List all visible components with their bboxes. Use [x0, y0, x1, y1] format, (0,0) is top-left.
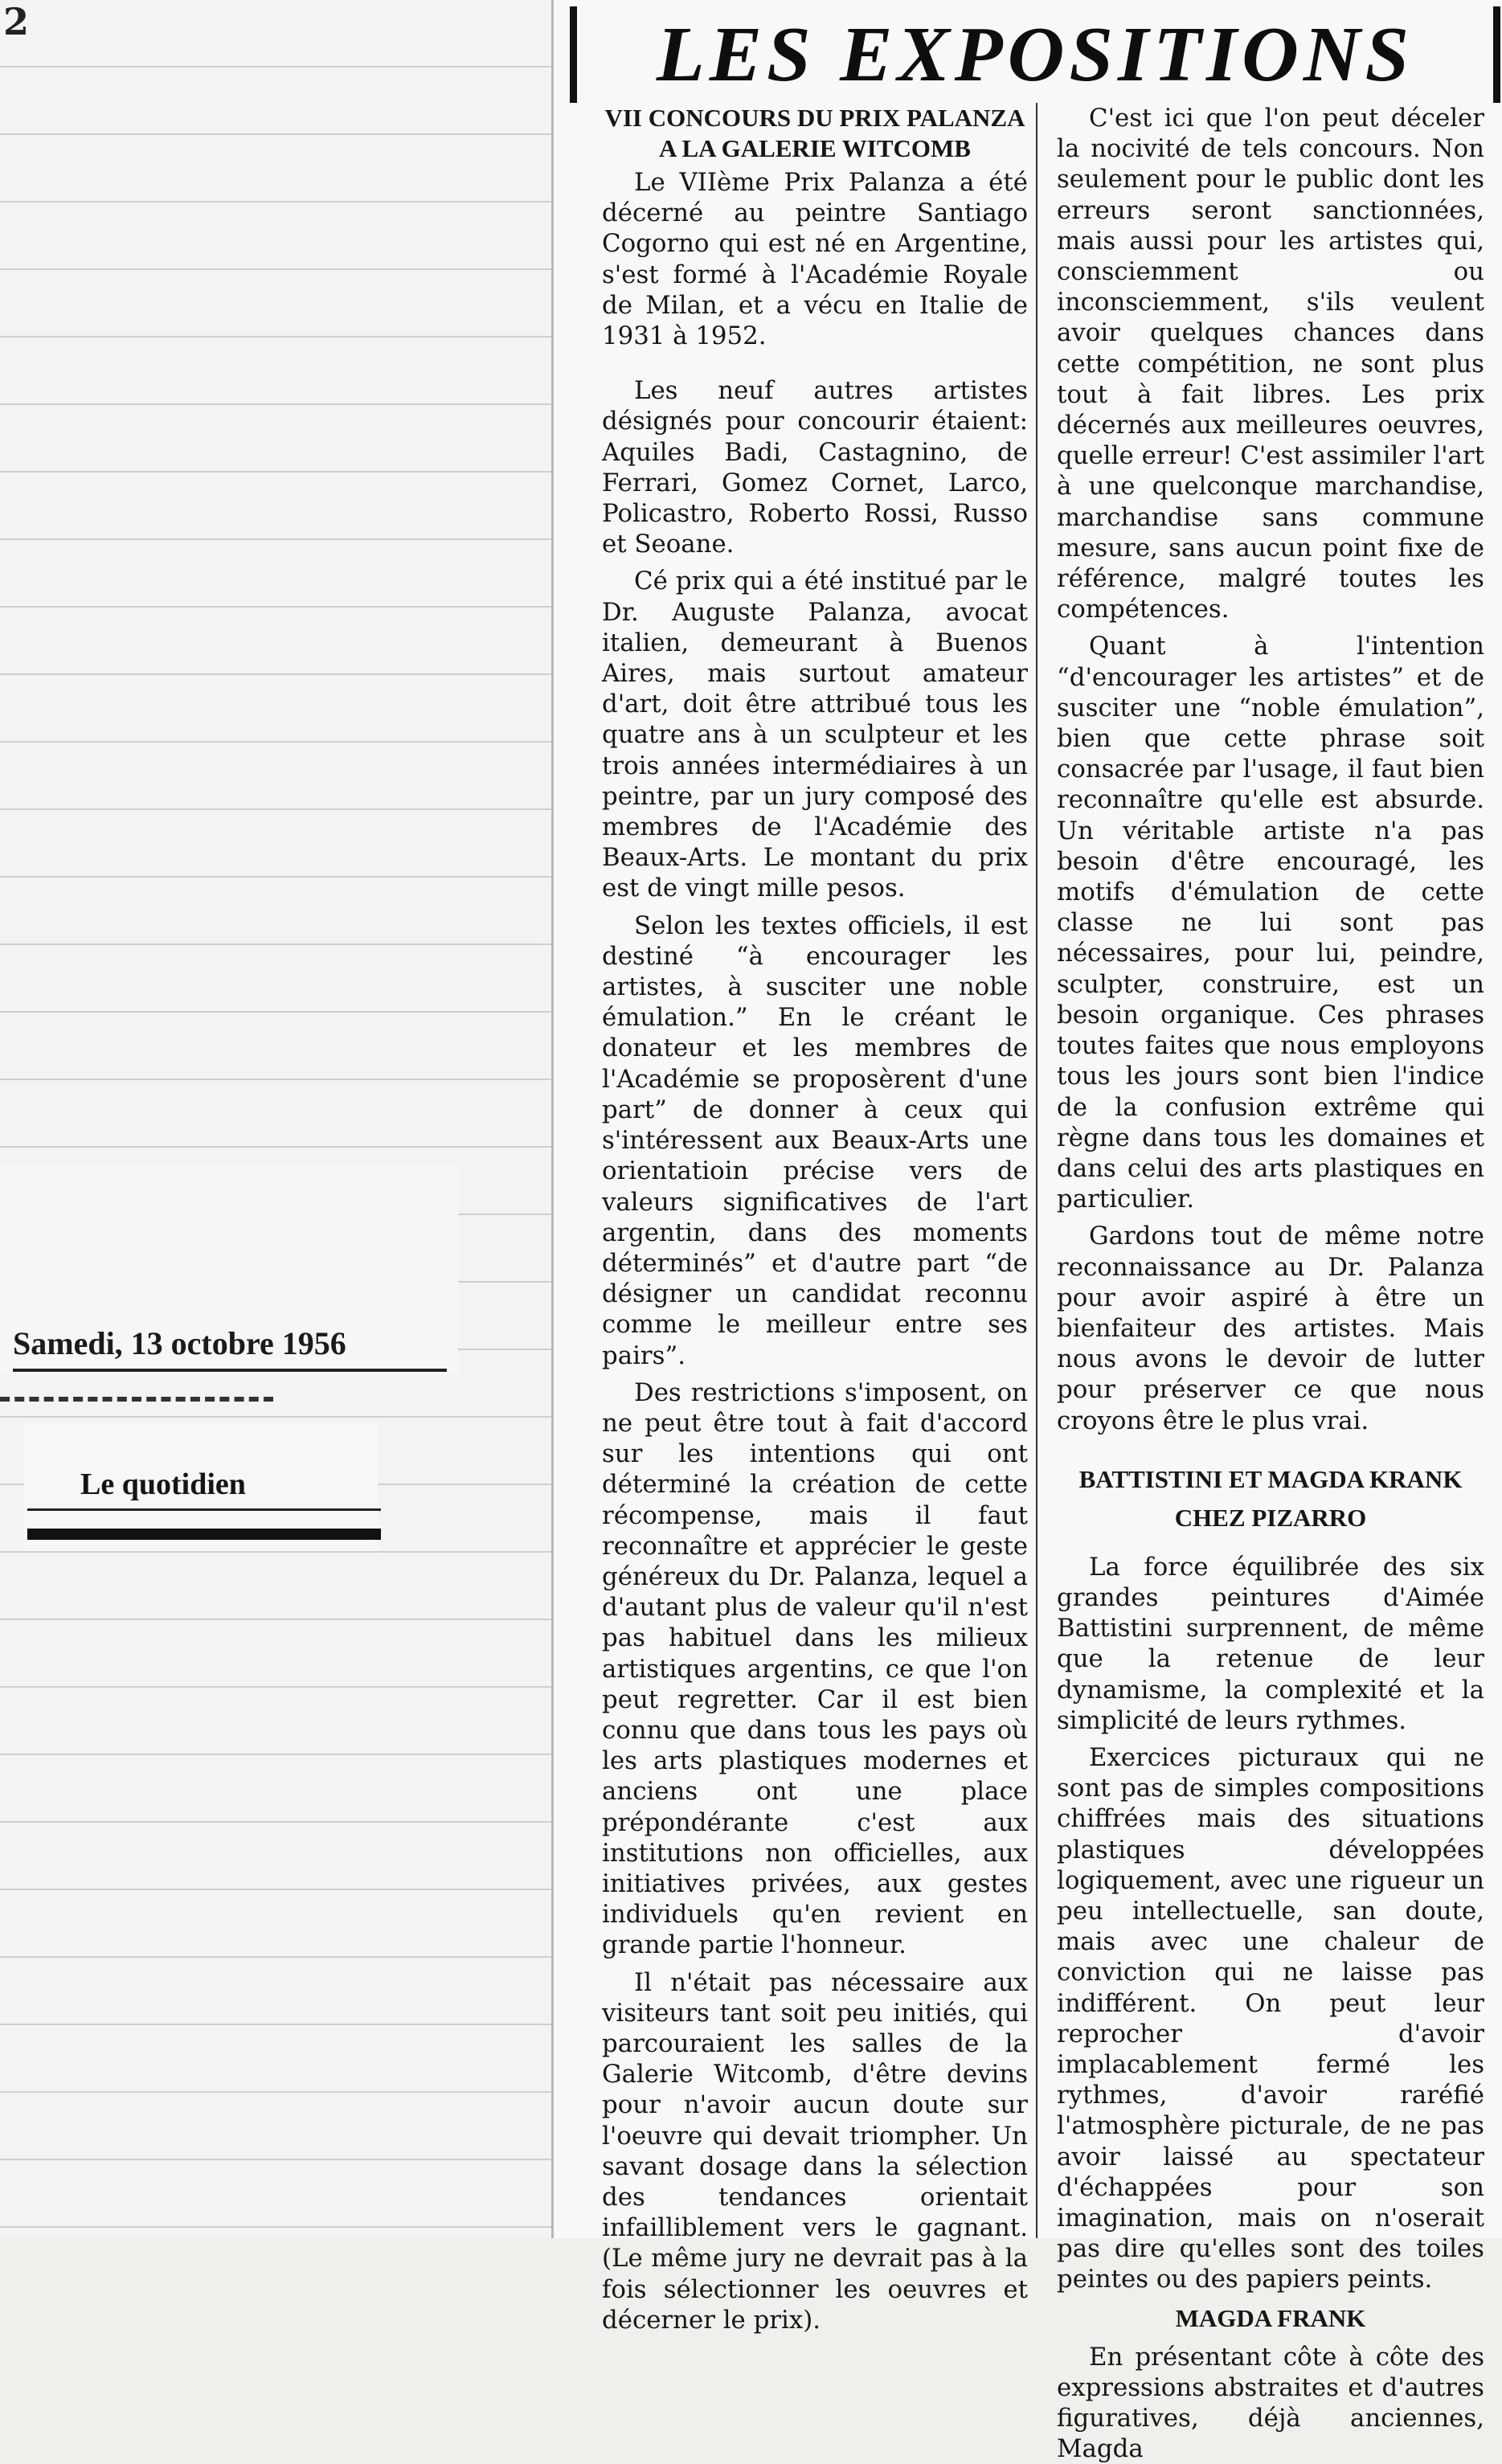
scrapbook-page	[0, 0, 555, 2238]
paragraph: Le VIIème Prix Palanza a été décerné au peintre Santiago Cogorno qui est né en Argentine, s'est formé à l'Académie Royale de Milan, et a vécu en Italie de 1931 à 1952.	[602, 168, 1028, 351]
article-heading-palanza: VII CONCOURS DU PRIX PALANZA A LA GALERIE WITCOMB	[604, 104, 1025, 162]
paragraph: La force équilibrée des six grandes peintures d'Aimée Battistini surprennent, de même que la retenue de leur dynamisme, la complexité et la simplicité de leurs rythmes.	[1057, 1552, 1484, 1735]
article-heading-magda-frank: MAGDA FRANK	[1175, 2303, 1366, 2332]
article-heading-battistini: BATTISTINI ET MAGDA KRANK CHEZ PIZARRO	[1078, 1464, 1463, 1532]
paragraph: Exercices picturaux qui ne sont pas de simples compositions chiffrées mais des situations plastiques développées logiquement, avec une rigueur un peu intellectuelle, san doute, mais avec une chaleur de conviction qui ne laisse pas indifférent. On peut leur reprocher d'avoir implacablement fermé les rythmes, d'avoir raréfié l'atmosphère picturale, de ne pas avoir laissé au spectateur d'échappées pour son imagination, mais on n'oserait pas dire qu'elles sont des toiles peintes ou des papiers peints.	[1057, 1742, 1484, 2294]
newspaper-clipping	[551, 0, 1502, 2464]
right-column	[1036, 103, 1484, 2464]
paragraph: Les neuf autres artistes désignés pour concourir étaient: Aquiles Badi, Castagnino, de Ferrari, Gomez Cornet, Larco, Policastro, Roberto Rossi, Russo et Seoane.	[602, 376, 1028, 559]
paragraph: En présentant côte à côte des expressions abstraites et d'autres figuratives, déjà anciennes, Magda	[1057, 2342, 1484, 2464]
paragraph: Gardons tout de même notre reconnaissance au Dr. Palanza pour avoir aspiré à être un bienfaiteur des artistes. Mais nous avons le devoir de lutter pour préserver ce que nous croyons être le plus vrai.	[1057, 1222, 1484, 1435]
paragraph: Il n'était pas nécessaire aux visiteurs tant soit peu initiés, qui parcouraient les salles de la Galerie Witcomb, d'être devins pour n'avoir aucun doute sur l'oeuvre qui devait triompher. Un savant dosage dans la sélection des tendances orientait infailliblement vers le gagnant. (Le même jury ne devrait pas à la fois sélectionner les oeuvres et décerner le prix).	[602, 1967, 1028, 2335]
torn-edge-dashes	[0, 1397, 273, 1402]
newspaper-name: Le quotidien	[80, 1467, 246, 1501]
publication-date: Samedi, 13 octobre 1956	[13, 1324, 447, 1372]
section-masthead	[570, 6, 1500, 103]
paragraph: Cé prix qui a été institué par le Dr. Auguste Palanza, avocat italien, demeurant à Buenos Aires, mais surtout amateur d'art, doit être attribué tous les quatre ans à un sculpteur et les trois années intermédiaires à un peintre, par un jury composé des membres de l'Académie des Beaux-Arts. Le montant du prix est de vingt mille pesos.	[602, 567, 1028, 903]
left-column	[602, 103, 1028, 2335]
paragraph: Des restrictions s'imposent, on ne peut être tout à fait d'accord sur les intentions qui ont déterminé la création de cette récompense, mais il faut reconnaître et apprécier le geste généreux du Dr. Palanza, lequel a d'autant plus de valeur qu'il n'est pas habituel dans les milieux artistiques argentins, ce que l'on peut regretter. Car il est bien connu que dans tous les pays où les arts plastiques modernes et anciens ont une place prépondérante c'est aux institutions non officielles, aux initiatives privées, aux gestes individuels qu'en revient en grande partie l'honneur.	[602, 1377, 1028, 1960]
page-number: 2	[3, 0, 30, 43]
nameplate-thin-rule	[27, 1508, 381, 1511]
paragraph: Selon les textes officiels, il est destiné “à encourager les artistes, à susciter une noble émulation.” En le créant le donateur et les membres de l'Académie se proposèrent d'une part” de donner à ceux qui s'intéressent aux Beaux-Arts une orientatioin précise vers de valeurs significatives de l'art argentin, dans des moments déterminés” et d'autre part “de désigner un candidat reconnu comme le meilleur entre ses pairs”.	[602, 911, 1028, 1370]
nameplate-thick-rule	[27, 1529, 381, 1540]
paragraph: Quant à l'intention “d'encourager les artistes” et de susciter une “noble émulation”, bien que cette phrase soit consacrée par l'usage, il faut bien reconnaître qu'elle est absurde. Un véritable artiste n'a pas besoin d'être encouragé, les motifs d'émulation de cette classe ne lui sont pas nécessaires, pour lui, peindre, sculpter, construire, est un besoin organique. Ces phrases toutes faites que nous employons tous les jours sont bien l'indice de la confusion extrême qui règne dans tous les domaines et dans celui des arts plastiques en particulier.	[1057, 632, 1484, 1214]
paragraph: C'est ici que l'on peut déceler la nocivité de tels concours. Non seulement pour le public dont les erreurs seront sanctionnées, mais aussi pour les artistes qui, consciemment ou inconsciemment, s'ils veulent avoir quelques chances dans cette compétition, ne sont plus tout à fait libres. Les prix décernés aux meilleures oeuvres, quelle erreur! C'est assimiler l'art à une quelconque marchandise, marchandise sans commune mesure, sans aucun point fixe de référence, malgré toutes les compétences.	[1057, 104, 1484, 624]
section-title: LES EXPOSITIONS	[656, 11, 1414, 98]
